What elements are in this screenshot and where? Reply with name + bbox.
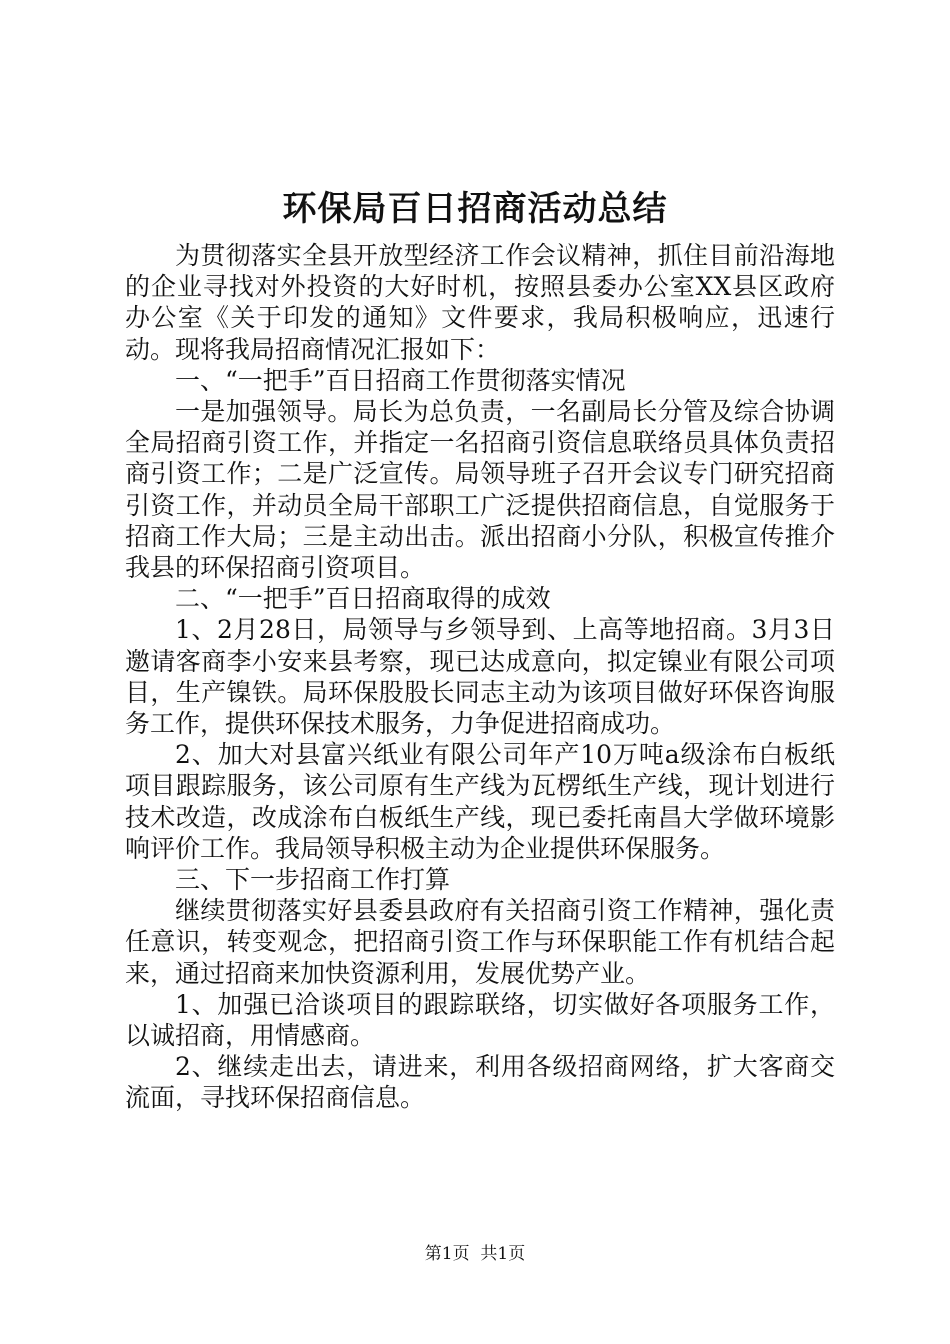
intro-paragraph: 为贯彻落实全县开放型经济工作会议精神，抓住目前沿海地的企业寻找对外投资的大好时机，按照县委办公室XX县区政府办公室《关于印发的通知》文件要求，我局积极响应，迅速行动。现将我局招商情况汇报如下： — [125, 241, 835, 364]
body-paragraph: 继续贯彻落实好县委县政府有关招商引资工作精神，强化责任意识，转变观念，把招商引资工作与环保职能工作有机结合起来，通过招商来加快资源利用，发展优势产业。 — [125, 896, 835, 988]
section-heading-2: 二、“一把手”百日招商取得的成效 — [175, 584, 551, 614]
section-heading-3: 三、下一步招商工作打算 — [175, 865, 451, 895]
body-paragraph: 1、2月28日，局领导与乡领导到、上高等地招商。3月3日邀请客商李小安来县考察，现已达成意向，拟定镍业有限公司项目，生产镍铁。局环保股股长同志主动为该项目做好环保咨询服务工作，提供环保技术服务，力争促进招商成功。 — [125, 615, 835, 739]
page-total: 共1页 — [480, 1244, 526, 1264]
body-paragraph: 一是加强领导。局长为总负责，一名副局长分管及综合协调全局招商引资工作，并指定一名招商引资信息联络员具体负责招商引资工作；二是广泛宣传。局领导班子召开会议专门研究招商引资工作，并动员全局干部职工广泛提供招商信息，自觉服务于招商工作大局；三是主动出击。派出招商小分队，积极宣传推介我县的环保招商引资项目。 — [125, 397, 835, 583]
body-paragraph: 2、继续走出去，请进来，利用各级招商网络，扩大客商交流面，寻找环保招商信息。 — [125, 1052, 835, 1113]
section-heading-1: 一、“一把手”百日招商工作贯彻落实情况 — [175, 365, 626, 395]
document-body — [125, 240, 835, 1114]
page-footer — [0, 1242, 950, 1266]
body-paragraph: 1、加强已洽谈项目的跟踪联络，切实做好各项服务工作，以诚招商，用情感商。 — [125, 989, 835, 1051]
body-paragraph: 2、加大对县富兴纸业有限公司年产10万吨a级涂布白板纸项目跟踪服务，该公司原有生产线为瓦楞纸生产线，现计划进行技术改造，改成涂布白板纸生产线，现已委托南昌大学做环境影响评价工作。我局领导积极主动为企业提供环保服务。 — [125, 740, 835, 863]
document-title: 环保局百日招商活动总结 — [282, 189, 668, 229]
page-number: 第1页 — [424, 1244, 470, 1264]
